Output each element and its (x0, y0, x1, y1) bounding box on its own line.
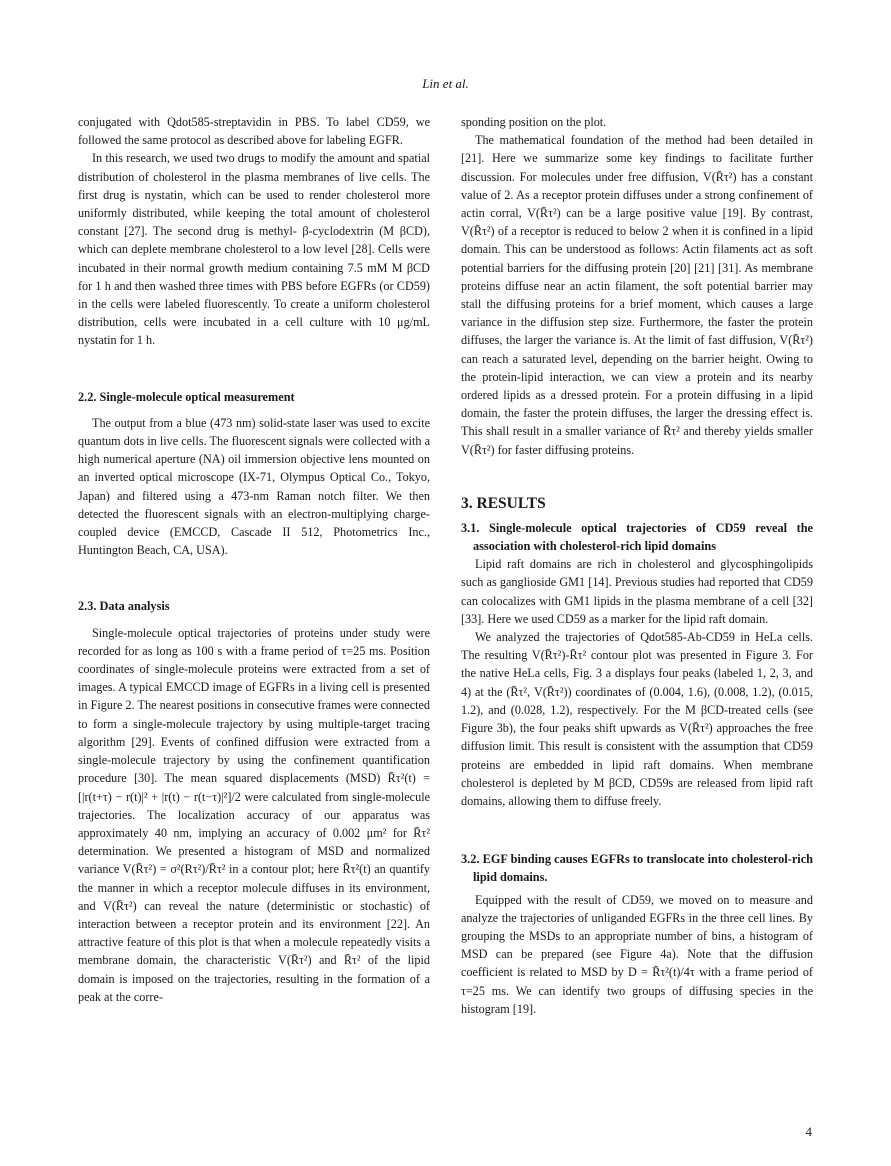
section-heading-3-2: 3.2. EGF binding causes EGFRs to translocate into cholesterol-rich lipid domains. (461, 852, 813, 885)
paragraph: Lipid raft domains are rich in cholesterol and glycosphingolipids such as ganglioside GM1 [14]. Previous studies had reported that CD59 can colocalizes with GM1 lipids in the plasma membrane of a cell [32] [33]. Here we used CD59 as a marker for the lipid raft domain. (461, 557, 813, 626)
page-number: 4 (805, 1124, 812, 1139)
paragraph: sponding position on the plot. (461, 115, 607, 129)
section-heading-3-1: 3.1. Single-molecule optical trajectories of CD59 reveal the association with cholesterol-rich lipid domains (461, 520, 813, 554)
paragraph: conjugated with Qdot585-streptavidin in PBS. To label CD59, we followed the same protocol as described above for labeling EGFR. (78, 115, 430, 148)
right-column (461, 113, 813, 1018)
section-heading-2-3: 2.3. Data analysis (78, 599, 170, 614)
paragraph: In this research, we used two drugs to modify the amount and spatial distribution of cholesterol in the plasma membranes of live cells. The first drug is nystatin, which can be used to render cholesterol more uniformly distributed, while keeping the total amount of cholesterol constant [27]. The second drug is methyl- β-cyclodextrin (M βCD), which can deplete membrane cholesterol to a low level [28]. Cells were incubated in their normal growth medium containing 7.5 mM M βCD for 1 h and then washed three times with PBS before EGFRs (or CD59) in the cells were labeled fluorescently. To create a uniform cholesterol distribution, cells were incubated in a cell culture with 10 μg/mL nystatin for 1 h. (78, 151, 430, 348)
left-column (78, 113, 430, 1006)
paragraph: The output from a blue (473 nm) solid-state laser was used to excite quantum dots in live cells. The fluorescent signals were collected with a high numerical aperture (NA) oil immersion objective lens mounted on an inverted optical microscope (IX-71, Olympus Optical Co., Tokyo, Japan) and filtered using a 473-nm Raman notch filter. We then detected the fluorescent signals with an electron-multiplying charge-coupled device (EMCCD, Cascade II 512, Photometrics Inc., Huntington Beach, CA, USA). (78, 415, 430, 558)
section-heading-2-2: 2.2. Single-molecule optical measurement (78, 389, 295, 404)
paragraph: The mathematical foundation of the method had been detailed in [21]. Here we summarize some key findings to facilitate further discussion. For molecules under free diffusion, V(R̄τ²) has a constant value of 2. As a receptor protein diffuses under a strong confinement of actin corral, V(R̄τ²) can be a large positive value [19]. By contrast, V(R̄τ²) of a receptor is reduced to below 2 when it is confined in a lipid domain. This can be understood as follows: Actin filaments act as soft potential barriers for the diffusing protein [20] [21] [31]. As membrane proteins diffuse near an actin filament, the soft potential barrier may stall the diffusing proteins for a brief moment, which causes a large variance in the diffusion step size. Furthermore, the faster the protein diffuses, the larger the variance is. At the limit of fast diffusion, V(R̄τ²) can reach a saturated level, depending on the barrier height. Owing to the protein-lipid interaction, we can view a protein and its nearby ordered lipids as a dressed protein. For a protein diffusing in a lipid domain, the faster the protein diffuses, the larger the dressing effect is. This shall result in a smaller variance of R̄τ² and thereby yields smaller V(R̄τ²) for faster diffusing proteins. (461, 133, 813, 457)
paragraph: We analyzed the trajectories of Qdot585-Ab-CD59 in HeLa cells. The resulting V(R̄τ²)-R̄τ² contour plot was presented in Figure 3. For the native HeLa cells, Fig. 3 a displays four peaks (labeled 1, 2, 3, and 4) at the (R̄τ², V(R̄τ²)) coordinates of (0.004, 1.6), (0.008, 1.2), (0.015, 1.2), and (0.028, 1.2), respectively. For the M βCD-treated cells (see Figure 3b), the four peaks shift upwards as V(R̄τ²) approaches the free diffusion limit. This result is consistent with the assumption that CD59 proteins are embedded in lipid raft domains. When membrane cholesterol is depleted by M βCD, CD59s are released from lipid raft domains, allowing them to diffuse freely. (461, 630, 813, 808)
paragraph: Single-molecule optical trajectories of proteins under study were recorded for as long as 100 s with a frame period of τ=25 ms. Position coordinates of single-molecule proteins were extracted from a set of images. A typical EMCCD image of EGFRs in a living cell is presented in Figure 2. The nearest positions in consecutive frames were connected to form a single-molecule trajectory by using multiple-target tracing algorithm [29]. Events of confined diffusion were extracted from a single-molecule trajectory by using the confinement quantification procedure [30]. The mean squared displacements (MSD) R̄τ²(t) = [|r(t+τ) − r(t)|² + |r(t) − r(t−τ)|²]/2 were calculated from single-molecule trajectories. The localization accuracy of our apparatus was approximately 40 nm, implying an accuracy of 0.002 μm² for R̄τ² determination. We presented a histogram of MSD and normalized variance V(R̄τ²) = σ²(Rτ²)/R̄τ² in a contour plot; here R̄τ²(t) an quantify the manner in which a receptor molecule diffuses in its environment, and V(R̄τ²) can reveal the nature (deterministic or stochastic) of interaction between a receptor protein and its environment [22]. An attractive feature of this plot is that when a molecule repeatedly visits a membrane domain, the characteristic V(R̄τ²) and R̄τ² of the lipid domain is imposed on the trajectories, resulting in the formation of a peak at the corre- (78, 625, 430, 1004)
section-heading-3: 3. RESULTS (461, 494, 546, 512)
running-header: Lin et al. (422, 76, 469, 91)
paragraph: Equipped with the result of CD59, we moved on to measure and analyze the trajectories of unliganded EGFRs in the three cell lines. By grouping the MSDs to an appropriate number of bins, a histogram of MSD can be prepared (see Figure 4a). Note that the diffusion coefficient is related to MSD by D = R̄τ²(t)/4τ with a frame period of τ=25 ms. We can identify two groups of diffusing species in the histogram [19]. (461, 892, 813, 1016)
